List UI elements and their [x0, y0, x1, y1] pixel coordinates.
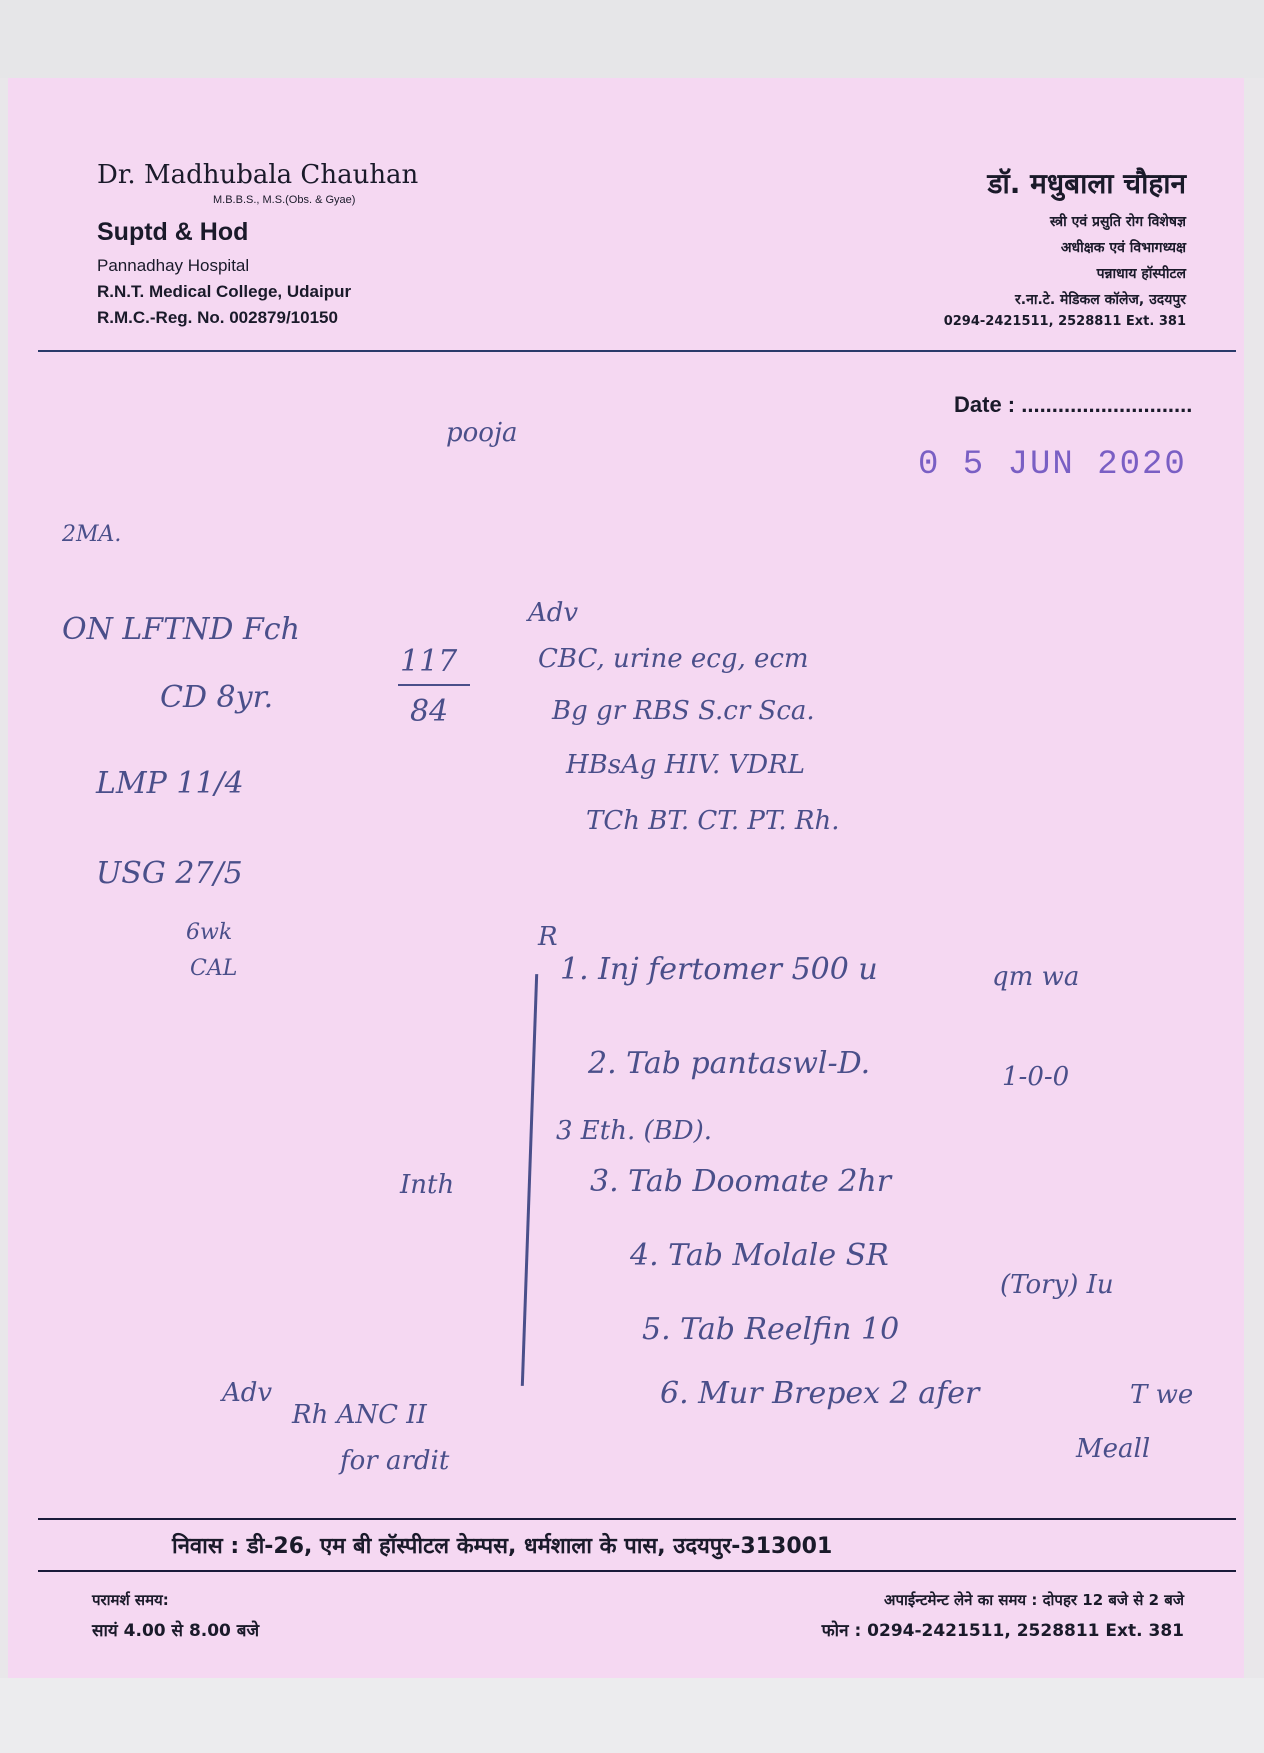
medicine-5-note: (Tory) Iu	[1000, 1270, 1114, 1300]
advice-line-1: CBC, urine ecg, ecm	[538, 644, 809, 674]
hospital-en: Pannadhay Hospital	[97, 256, 250, 275]
doctor-name-hi: डॉ. मधुबाला चौहान	[987, 167, 1186, 200]
consult-label: परामर्श समय:	[92, 1591, 169, 1609]
qualification: M.B.B.S., M.S.(Obs. & Gyae)	[213, 194, 356, 206]
medicine-3: 3. Tab Doomate 2hr	[590, 1164, 892, 1199]
history-line-4: USG 27/5	[96, 856, 243, 891]
footer-divider-bottom	[38, 1570, 1236, 1572]
footer-phone: फोन : 0294-2421511, 2528811 Ext. 381	[821, 1621, 1184, 1641]
doctor-name-en: Dr. Madhubala Chauhan	[97, 160, 419, 190]
hospital-hi: पन्नाधाय हॉस्पीटल	[1096, 266, 1186, 282]
side-note: Inth	[400, 1170, 455, 1200]
medicine-2: 2. Tab pantaswl-D.	[588, 1046, 871, 1081]
registration-no: R.M.C.-Reg. No. 002879/10150	[97, 308, 338, 327]
advice-line-3: HBsAg HIV. VDRL	[566, 750, 805, 780]
bp-fraction-line	[398, 684, 470, 686]
medicine-1-note: qm wa	[992, 962, 1080, 992]
bp-top: 117	[400, 644, 458, 679]
medicine-1: 1. Inj fertomer 500 u	[560, 952, 878, 987]
appointment-time: अपाईन्टमेन्ट लेने का समय : दोपहर 12 बजे से 2 बजे	[884, 1591, 1184, 1609]
header-divider	[38, 350, 1236, 352]
patient-name-handwritten: pooja	[446, 418, 518, 448]
college-hi: र.ना.टे. मेडिकल कॉलेज, उदयपुर	[1015, 292, 1186, 308]
advice-line-4: TCh BT. CT. PT. Rh.	[586, 806, 840, 836]
bottom-advice-2: Rh ANC II	[292, 1400, 427, 1430]
history-line-1: ON LFTND Fch	[62, 612, 300, 647]
medicine-6: 6. Mur Brepex 2 afer	[660, 1376, 980, 1411]
footer-divider-top	[38, 1518, 1236, 1520]
ref-note: 2MA.	[62, 522, 122, 547]
consult-time: सायं 4.00 से 8.00 बजे	[92, 1621, 260, 1641]
medicine-6-note: T we	[1130, 1380, 1194, 1410]
designation-hi: अधीक्षक एवं विभागध्यक्ष	[1060, 240, 1186, 256]
history-line-3: LMP 11/4	[96, 766, 244, 801]
specialty-hi: स्त्री एवं प्रसुति रोग विशेषज्ञ	[1049, 214, 1186, 230]
history-line-5a: 6wk	[186, 920, 233, 945]
scan-border-top	[0, 0, 1264, 78]
history-line-5b: CAL	[190, 956, 238, 981]
designation-en: Suptd & Hod	[97, 218, 249, 246]
advice-line-2: Bg gr RBS S.cr Sca.	[552, 696, 815, 726]
date-label: Date : ............................	[954, 392, 1193, 417]
medicine-4: 4. Tab Molale SR	[630, 1238, 889, 1273]
rx-symbol: R	[538, 922, 558, 952]
phone-header: 0294-2421511, 2528811 Ext. 381	[943, 314, 1186, 329]
date-stamp: 0 5 JUN 2020	[918, 446, 1187, 484]
bottom-advice-3: for ardit	[340, 1446, 450, 1476]
residence-address: निवास : डी-26, एम बी हॉस्पीटल केम्पस, धर्मशाला के पास, उदयपुर-313001	[172, 1534, 833, 1559]
medicine-2-note: 3 Eth. (BD).	[556, 1116, 713, 1146]
college-en: R.N.T. Medical College, Udaipur	[97, 282, 352, 301]
scan-border-bottom	[0, 1678, 1264, 1753]
medicine-2-dose: 1-0-0	[1002, 1062, 1070, 1092]
medicine-7: Meall	[1076, 1434, 1151, 1464]
medicine-5: 5. Tab Reelfin 10	[642, 1312, 900, 1347]
bottom-advice-1: Adv	[222, 1378, 273, 1408]
history-line-2: CD 8yr.	[160, 680, 274, 715]
advice-heading: Adv	[528, 598, 579, 628]
bp-bottom: 84	[410, 694, 449, 729]
